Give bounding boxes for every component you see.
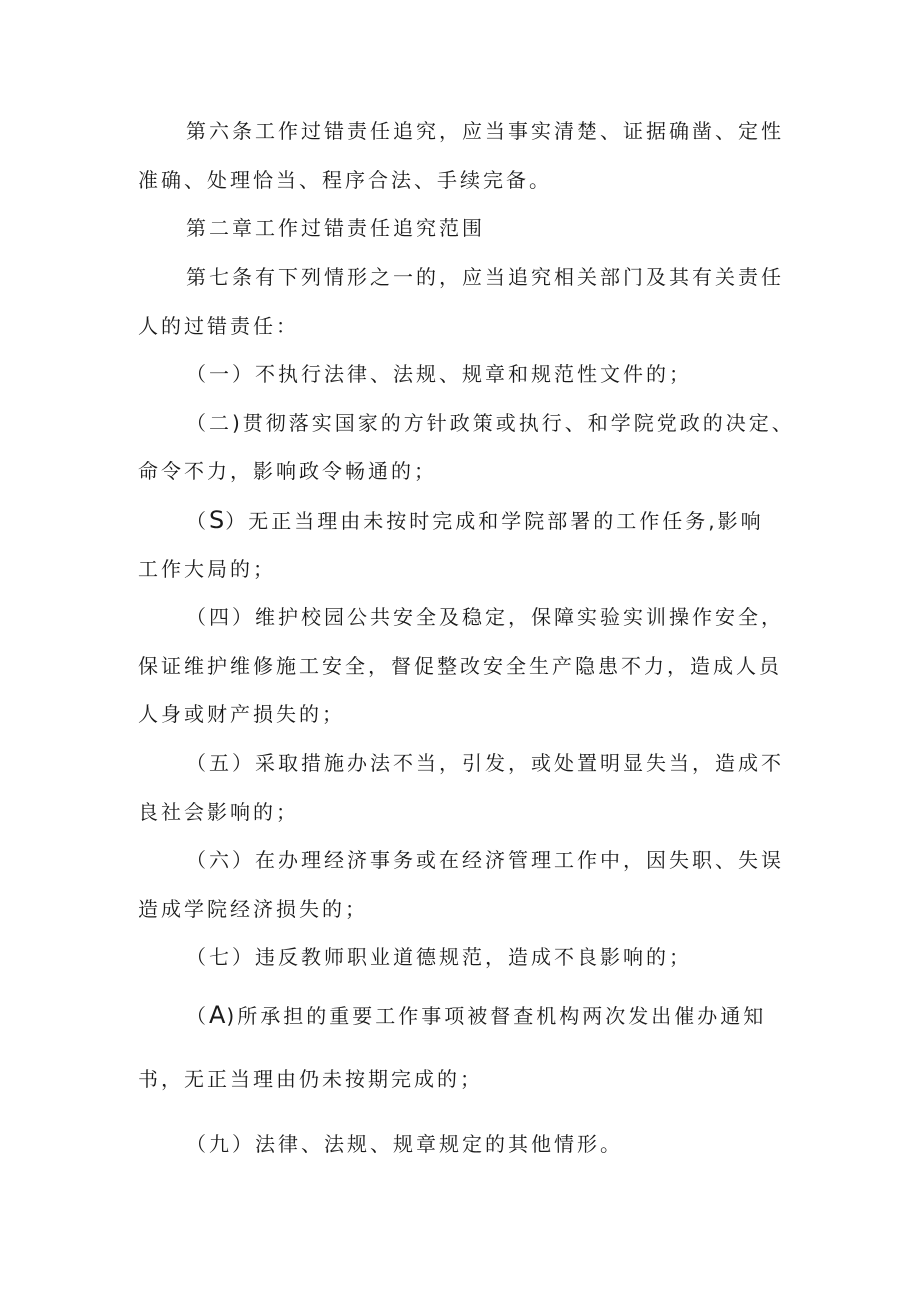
item-8-letter: A — [209, 1001, 227, 1029]
item-4-line-3: 人身或财产损失的； — [138, 702, 345, 726]
item-6-line-1: （六）在办理经济事务或在经济管理工作中，因失职、失误 — [186, 848, 784, 872]
item-2-line-2: 命令不力，影响政令畅通的； — [138, 459, 437, 483]
item-4-line-2: 保证维护维修施工安全，督促整改安全生产隐患不力，造成人员 — [138, 654, 782, 678]
item-4-line-1: （四）维护校园公共安全及稳定，保障实验实训操作安全， — [186, 605, 784, 629]
chapter-2-heading: 第二章工作过错责任追究范围 — [186, 216, 485, 240]
article-7-line-2: 人的过错责任： — [138, 314, 299, 338]
item-2-line-1: （二)贯彻落实国家的方针政策或执行、和学院党政的决定、 — [186, 411, 795, 435]
item-3-rest: ）无正当理由未按时完成和学院部署的工作任务,影响 — [225, 509, 764, 533]
item-6-line-2: 造成学院经济损失的； — [138, 897, 368, 921]
item-3-line-2: 工作大局的； — [138, 557, 276, 581]
item-8-rest: )所承担的重要工作事项被督查机构两次发出催办通知 — [226, 1004, 767, 1028]
item-3-open: （ — [186, 509, 209, 533]
item-3-letter: S — [209, 506, 226, 534]
article-7-line-1: 第七条有下列情形之一的，应当追究相关部门及其有关责任 — [186, 265, 784, 289]
item-7-line: （七）违反教师职业道德规范，造成不良影响的； — [186, 945, 692, 969]
item-8-line-2: 书，无正当理由仍未按期完成的； — [138, 1067, 483, 1091]
item-5-line-1: （五）采取措施办法不当，引发，或处置明显失当，造成不 — [186, 751, 784, 775]
article-6-line-1: 第六条工作过错责任追究，应当事实清楚、证据确凿、定性 — [186, 119, 784, 143]
article-6-line-2: 准确、处理恰当、程序合法、手续完备。 — [138, 168, 552, 192]
item-3-line-1 — [0, 505, 920, 535]
item-1-line: （一）不执行法律、法规、规章和规范性文件的； — [186, 362, 692, 386]
item-8-open: （ — [186, 1004, 209, 1028]
item-8-line-1 — [0, 1000, 920, 1030]
item-9-line: （九）法律、法规、规章规定的其他情形。 — [186, 1132, 623, 1156]
item-5-line-2: 良社会影响的； — [138, 800, 299, 824]
